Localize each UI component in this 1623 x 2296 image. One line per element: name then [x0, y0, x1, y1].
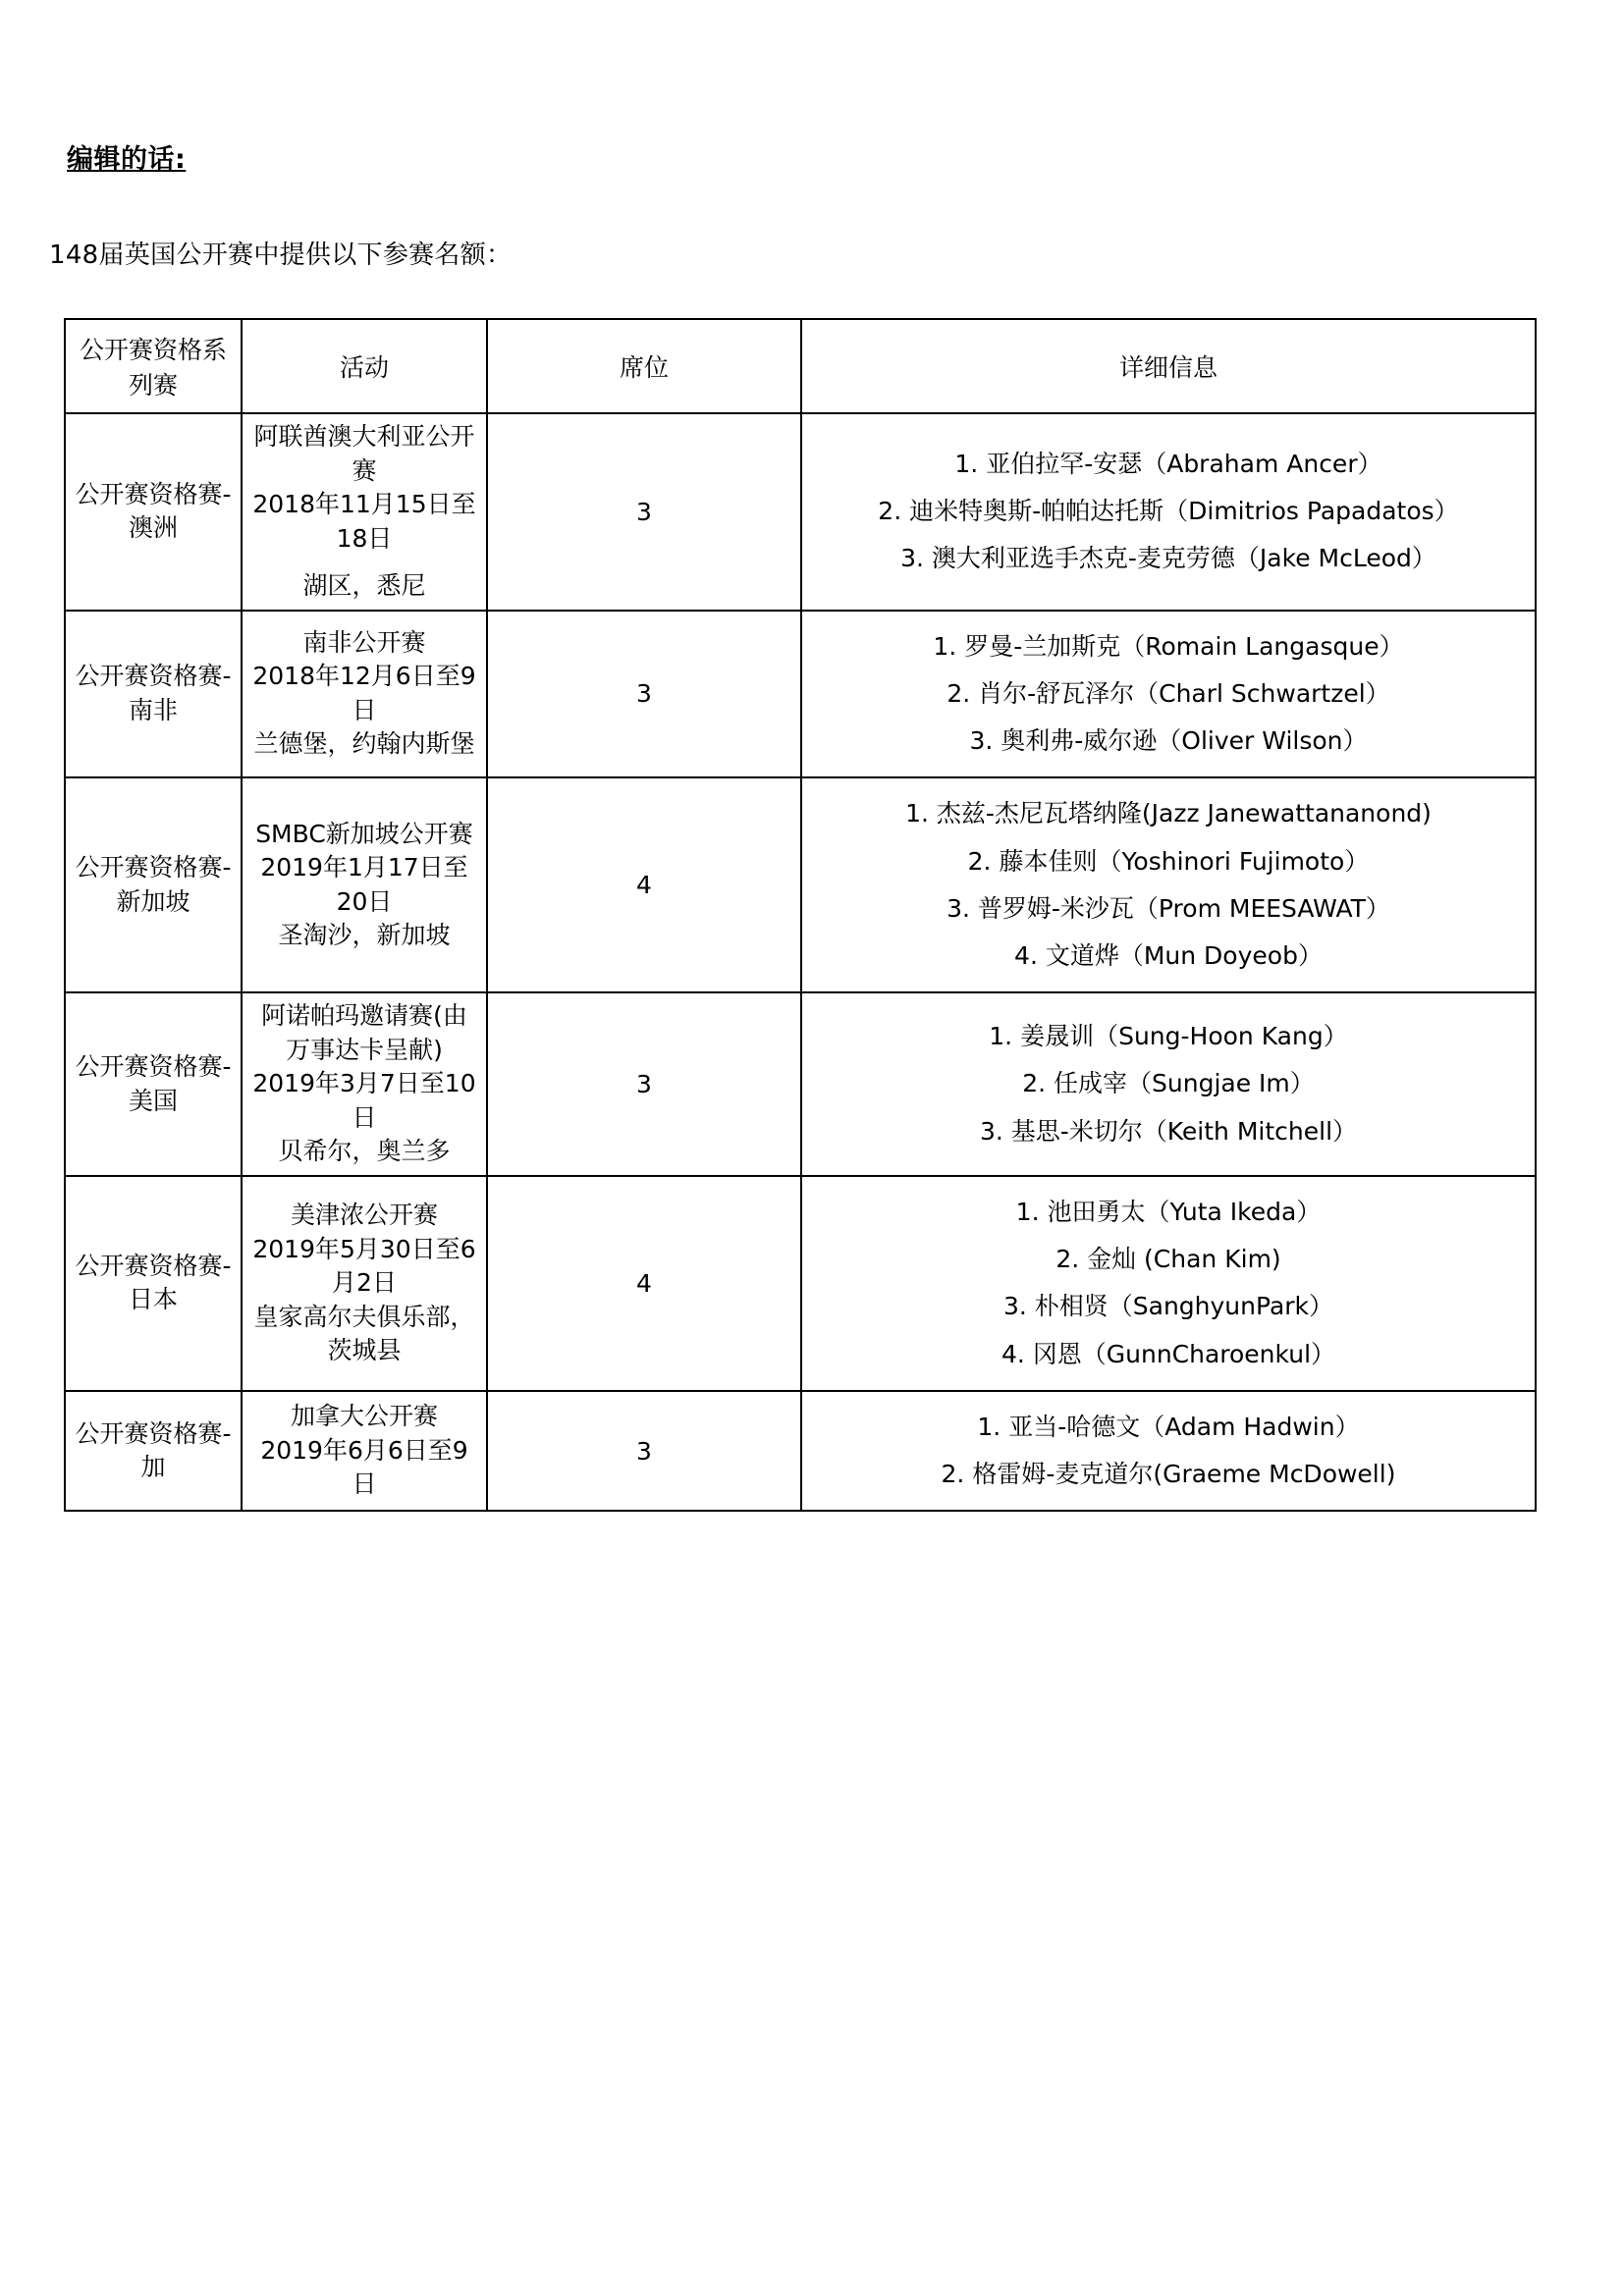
event-line: 加拿大公开赛	[290, 1402, 438, 1431]
list-item: 4. 冈恩（GunnCharoenkul）	[1001, 1339, 1336, 1368]
event-line: 南非公开赛	[302, 627, 426, 657]
list-item: 1. 罗曼-兰加斯克（Romain Langasque）	[933, 631, 1404, 661]
list-item: 2. 格雷姆-麦克道尔(Graeme McDowell)	[941, 1460, 1396, 1488]
page-title: 编辑的话:	[67, 144, 187, 175]
event-line: 2019年3月7日至10日	[252, 1069, 476, 1132]
table-row	[65, 777, 1536, 992]
event-line: 2018年12月6日至9日	[252, 662, 476, 724]
list-item: 1. 亚伯拉罕-安瑟（Abraham Ancer）	[954, 449, 1382, 478]
event-line: 贝希尔，奥兰多	[278, 1137, 451, 1166]
table-row	[65, 1391, 1536, 1512]
cell-event	[242, 413, 487, 611]
player-list	[810, 1410, 1527, 1493]
table-header-row	[65, 319, 1536, 413]
event-line: 兰德堡，约翰内斯堡	[253, 729, 475, 759]
event-line: 2019年5月30日至6月2日	[252, 1234, 476, 1297]
list-item: 2. 肖尔-舒瓦泽尔（Charl Schwartzel）	[947, 678, 1390, 708]
player-list	[810, 1195, 1527, 1372]
event-line: 阿联酋澳大利亚公开赛	[253, 422, 475, 485]
cell-series: 公开赛资格赛-美国	[65, 992, 242, 1176]
player-list	[810, 447, 1527, 577]
cell-details	[801, 413, 1536, 611]
event-line: SMBC新加坡公开赛	[255, 819, 473, 848]
event-line-spacer	[250, 556, 478, 569]
cell-seats: 3	[487, 1391, 801, 1512]
intro-paragraph: 148届英国公开赛中提供以下参赛名额：	[49, 240, 513, 270]
event-line: 皇家高尔夫俱乐部，茨城县	[253, 1302, 475, 1364]
list-item: 1. 杰兹-杰尼瓦塔纳隆(Jazz Janewattananond)	[905, 799, 1432, 828]
list-item: 3. 朴相贤（SanghyunPark）	[1002, 1292, 1334, 1321]
table-body	[65, 413, 1536, 1511]
cell-details	[801, 777, 1536, 992]
player-list	[810, 796, 1527, 974]
column-header-series: 公开赛资格系列赛	[65, 319, 242, 413]
cell-event	[242, 1391, 487, 1512]
list-item: 4. 文道烨（Mun Doyeob）	[1014, 941, 1323, 970]
column-header-seats: 席位	[487, 319, 801, 413]
cell-details	[801, 611, 1536, 778]
cell-details	[801, 1176, 1536, 1391]
list-item: 3. 奥利弗-威尔逊（Oliver Wilson）	[969, 726, 1368, 755]
cell-seats: 3	[487, 413, 801, 611]
player-list	[810, 629, 1527, 760]
table-row	[65, 992, 1536, 1176]
player-list	[810, 1019, 1527, 1149]
cell-series: 公开赛资格赛-南非	[65, 611, 242, 778]
cell-series: 公开赛资格赛-日本	[65, 1176, 242, 1391]
event-line: 湖区，悉尼	[302, 571, 426, 600]
cell-series: 公开赛资格赛-新加坡	[65, 777, 242, 992]
cell-seats: 3	[487, 611, 801, 778]
table-row	[65, 611, 1536, 778]
list-item: 3. 澳大利亚选手杰克-麦克劳德（Jake McLeod）	[900, 544, 1436, 573]
cell-seats: 4	[487, 1176, 801, 1391]
qualifying-series-table	[64, 318, 1537, 1512]
list-item: 1. 姜晟训（Sung-Hoon Kang）	[989, 1022, 1348, 1051]
cell-event	[242, 777, 487, 992]
cell-details	[801, 992, 1536, 1176]
cell-series: 公开赛资格赛-加	[65, 1391, 242, 1512]
cell-event	[242, 611, 487, 778]
column-header-event: 活动	[242, 319, 487, 413]
list-item: 1. 亚当-哈德文（Adam Hadwin）	[977, 1412, 1360, 1441]
cell-seats: 4	[487, 777, 801, 992]
event-line: 圣淘沙，新加坡	[278, 921, 451, 950]
event-line: 2018年11月15日至18日	[252, 490, 476, 553]
list-item: 2. 藤本佳则（Yoshinori Fujimoto）	[967, 846, 1370, 876]
list-item: 2. 金灿 (Chan Kim)	[1055, 1245, 1281, 1273]
cell-seats: 3	[487, 992, 801, 1176]
event-line: 2019年1月17日至20日	[260, 853, 468, 916]
event-line: 阿诺帕玛邀请赛(由万事达卡呈献)	[261, 1001, 467, 1064]
table-row	[65, 1176, 1536, 1391]
event-line: 美津浓公开赛	[290, 1201, 438, 1229]
cell-event	[242, 992, 487, 1176]
table-row	[65, 413, 1536, 611]
cell-event	[242, 1176, 487, 1391]
event-line: 2019年6月6日至9日	[260, 1435, 468, 1499]
list-item: 3. 基思-米切尔（Keith Mitchell）	[979, 1116, 1358, 1146]
list-item: 3. 普罗姆-米沙瓦（Prom MEESAWAT）	[947, 893, 1390, 923]
list-item: 2. 任成宰（Sungjae Im）	[1022, 1069, 1315, 1098]
cell-series: 公开赛资格赛- 澳洲	[65, 413, 242, 611]
list-item: 2. 迪米特奥斯-帕帕达托斯（Dimitrios Papadatos）	[878, 497, 1459, 526]
column-header-details: 详细信息	[801, 319, 1536, 413]
list-item: 1. 池田勇太（Yuta Ikeda）	[1015, 1197, 1322, 1226]
cell-details	[801, 1391, 1536, 1512]
